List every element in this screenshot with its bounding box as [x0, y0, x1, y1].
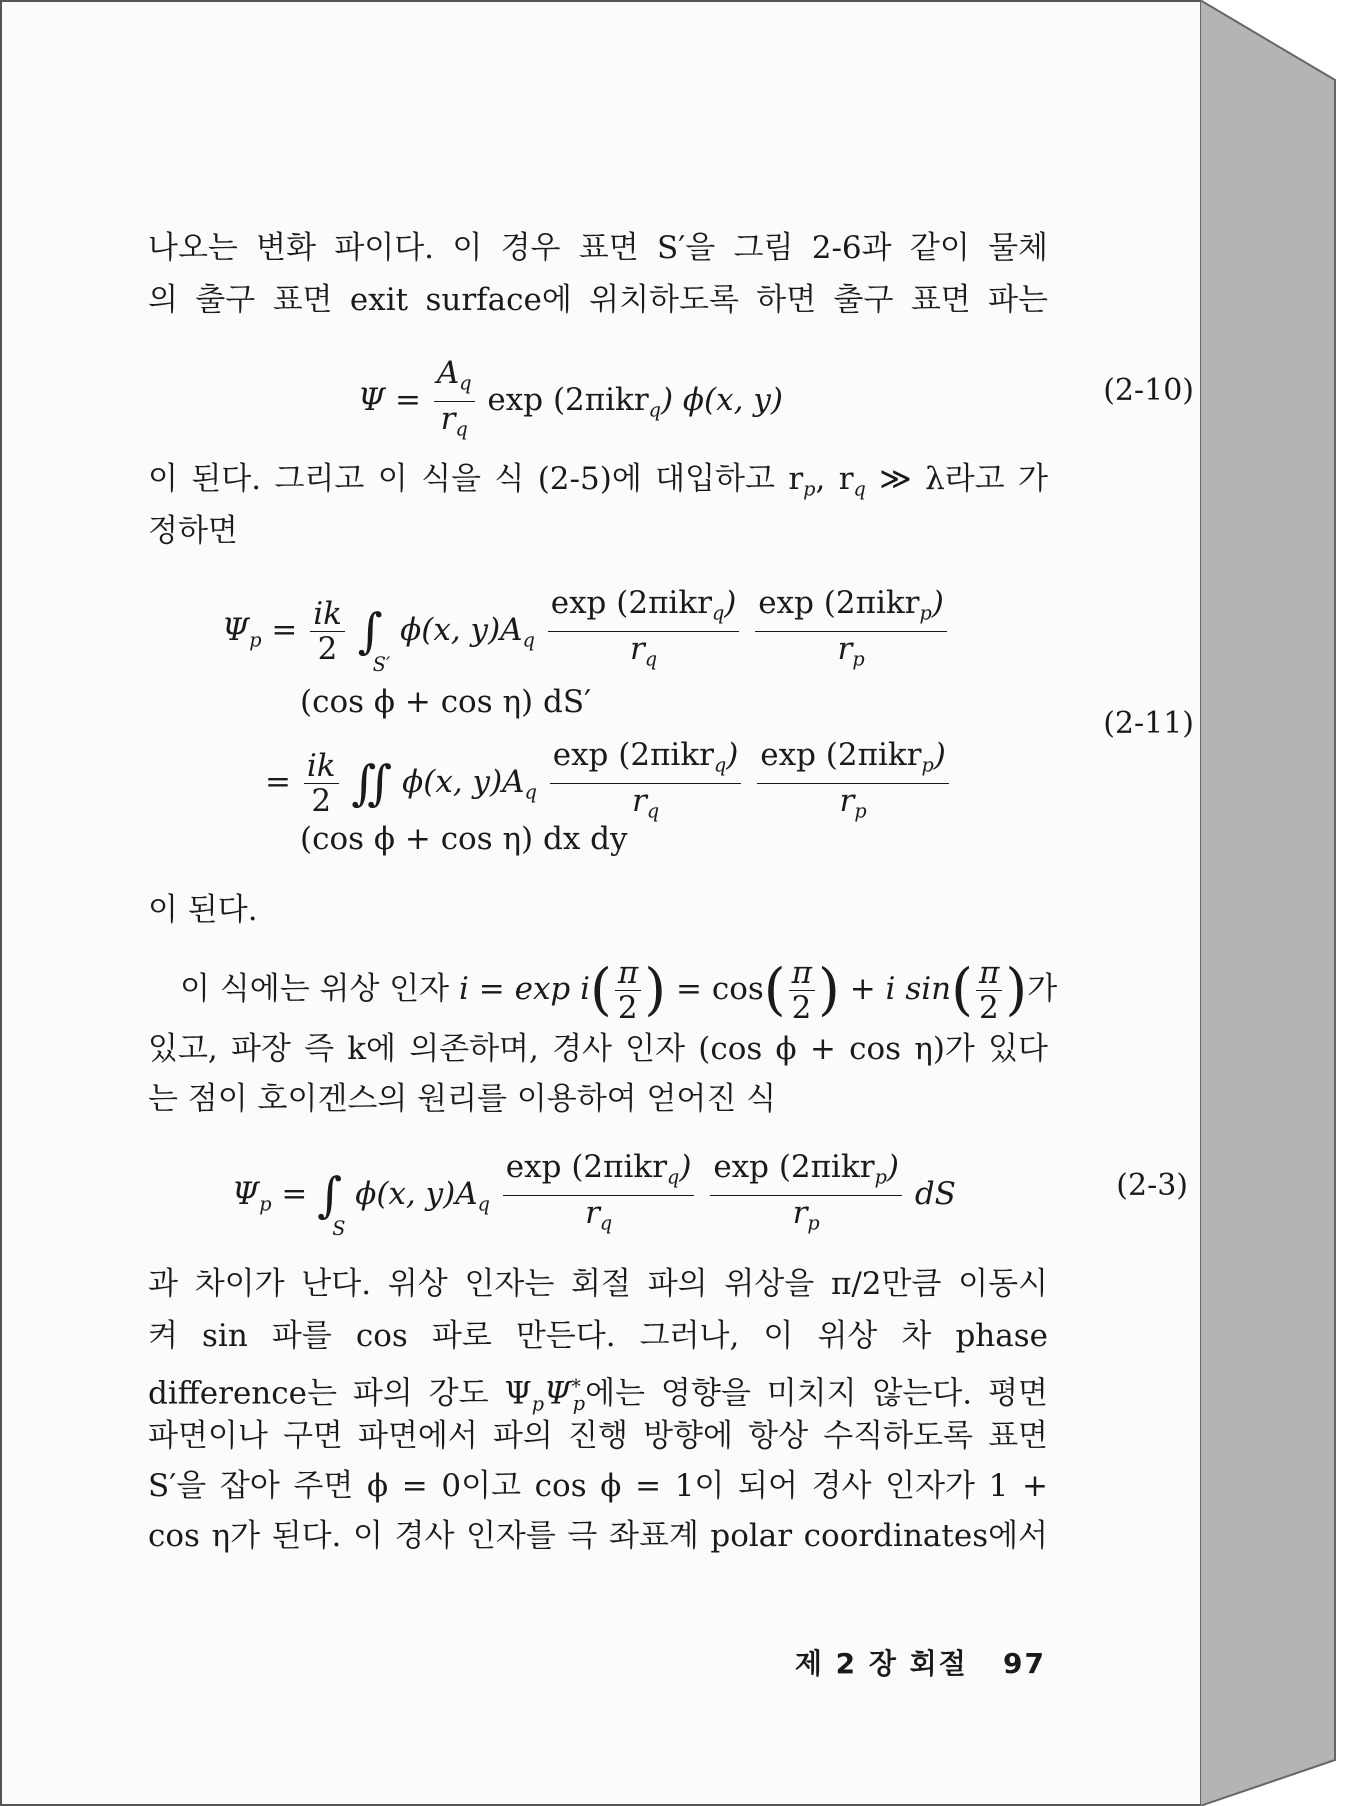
- equation-2-11-line-2: (cos ϕ + cos η) dS′: [300, 684, 592, 720]
- paragraph-1-line-1: 나오는 변화 파이다. 이 경우 표면 S′을 그림 2-6과 같이 물체: [148, 230, 1048, 266]
- paragraph-4-line-1: 이 식에는 위상 인자 i = exp i( $\frac{\pi}{2}$ ) = cos( $\frac{\pi}{2}$ ) + i sin( $\frac{\pi}{2}$ )가: [180, 955, 1058, 1027]
- paragraph-4-line-3: 는 점이 호이겐스의 원리를 이용하여 얻어진 식: [148, 1081, 777, 1117]
- double-integral-sign: ∬: [351, 755, 393, 812]
- eq210-fraction: $\frac{A_q}{r_q}$: [434, 356, 475, 447]
- page-number: 97: [1003, 1647, 1046, 1680]
- equation-2-11-line-3: = $\frac{ik}{2}$ ∬ ϕ(x, $y)A_q$ $\frac{\exp (2\pi ikr_q)}{r_q}$ $\frac{\exp (2\pi ikr_p)}{r_p}$: [265, 738, 952, 829]
- paragraph-5-line-4: 파면이나 구면 파면에서 파의 진행 방향에 항상 수직하도록 표면: [148, 1418, 1048, 1454]
- paragraph-2-line-1: 이 된다. 그리고 이 식을 식 (2-5)에 대입하고 $r_p$, $r_q$ ≫ λ라고 가: [148, 461, 1048, 501]
- paragraph-3: 이 된다.: [148, 892, 258, 928]
- equation-label-2-3: (2-3): [1116, 1168, 1188, 1203]
- eq210-lhs: Ψ =: [358, 381, 422, 418]
- equation-2-11-line-4: (cos ϕ + cos η) dx dy: [300, 821, 628, 857]
- paragraph-5-line-2: 켜 sin 파를 cos 파로 만든다. 그러나, 이 위상 차 phase: [148, 1318, 1048, 1354]
- paragraph-1-line-2: 의 출구 표면 exit surface에 위치하도록 하면 출구 표면 파는: [148, 282, 1048, 318]
- paragraph-5-line-3: difference는 파의 강도 $\Psi_p\Psi^*_p$에는 영향을 미치지 않는다. 평면: [148, 1375, 1048, 1416]
- integral-sign-2-3: ∫: [317, 1167, 343, 1224]
- equation-2-10: Ψ = $\frac{A_q}{r_q}$ exp (2πikr$_q$) ϕ(x, y): [358, 356, 783, 447]
- paragraph-2-line-2: 정하면: [148, 513, 238, 549]
- integral-sign: ∫: [357, 603, 383, 660]
- equation-2-3: $\Psi_p = \int_S$ ϕ(x, $y)A_q$ $\frac{\exp (2\pi ikr_q)}{r_q}$ $\frac{\exp (2\pi ikr_p)}{r_p}$ dS: [232, 1149, 956, 1240]
- equation-label-2-11: (2-11): [1103, 706, 1194, 741]
- paragraph-5-line-1: 과 차이가 난다. 위상 인자는 회절 파의 위상을 π/2만큼 이동시: [148, 1266, 1048, 1302]
- equation-2-11-line-1: $\Psi_p$ = $\frac{ik}{2}$ $\int_{S'}$ ϕ(x, $y)A_q$ $\frac{\exp (2\pi ikr_q)}{r_q}$ $\frac{\exp (2\pi ikr_p)}{r_p}$: [222, 586, 950, 677]
- equation-label-2-10: (2-10): [1103, 373, 1194, 408]
- paragraph-5-line-6: cos η가 된다. 이 경사 인자를 극 좌표계 polar coordinates에서: [148, 1518, 1048, 1554]
- paragraph-5-line-5: S′을 잡아 주면 ϕ = 0이고 cos ϕ = 1이 되어 경사 인자가 1 +: [148, 1468, 1048, 1504]
- page-footer: [795, 1642, 1046, 1682]
- chapter-title: 제 2 장 회절: [794, 1647, 968, 1680]
- paragraph-4-line-2: 있고, 파장 즉 k에 의존하며, 경사 인자 (cos ϕ + cos η)가 있다: [148, 1031, 1048, 1067]
- page-stack-edge: [1200, 0, 1340, 1806]
